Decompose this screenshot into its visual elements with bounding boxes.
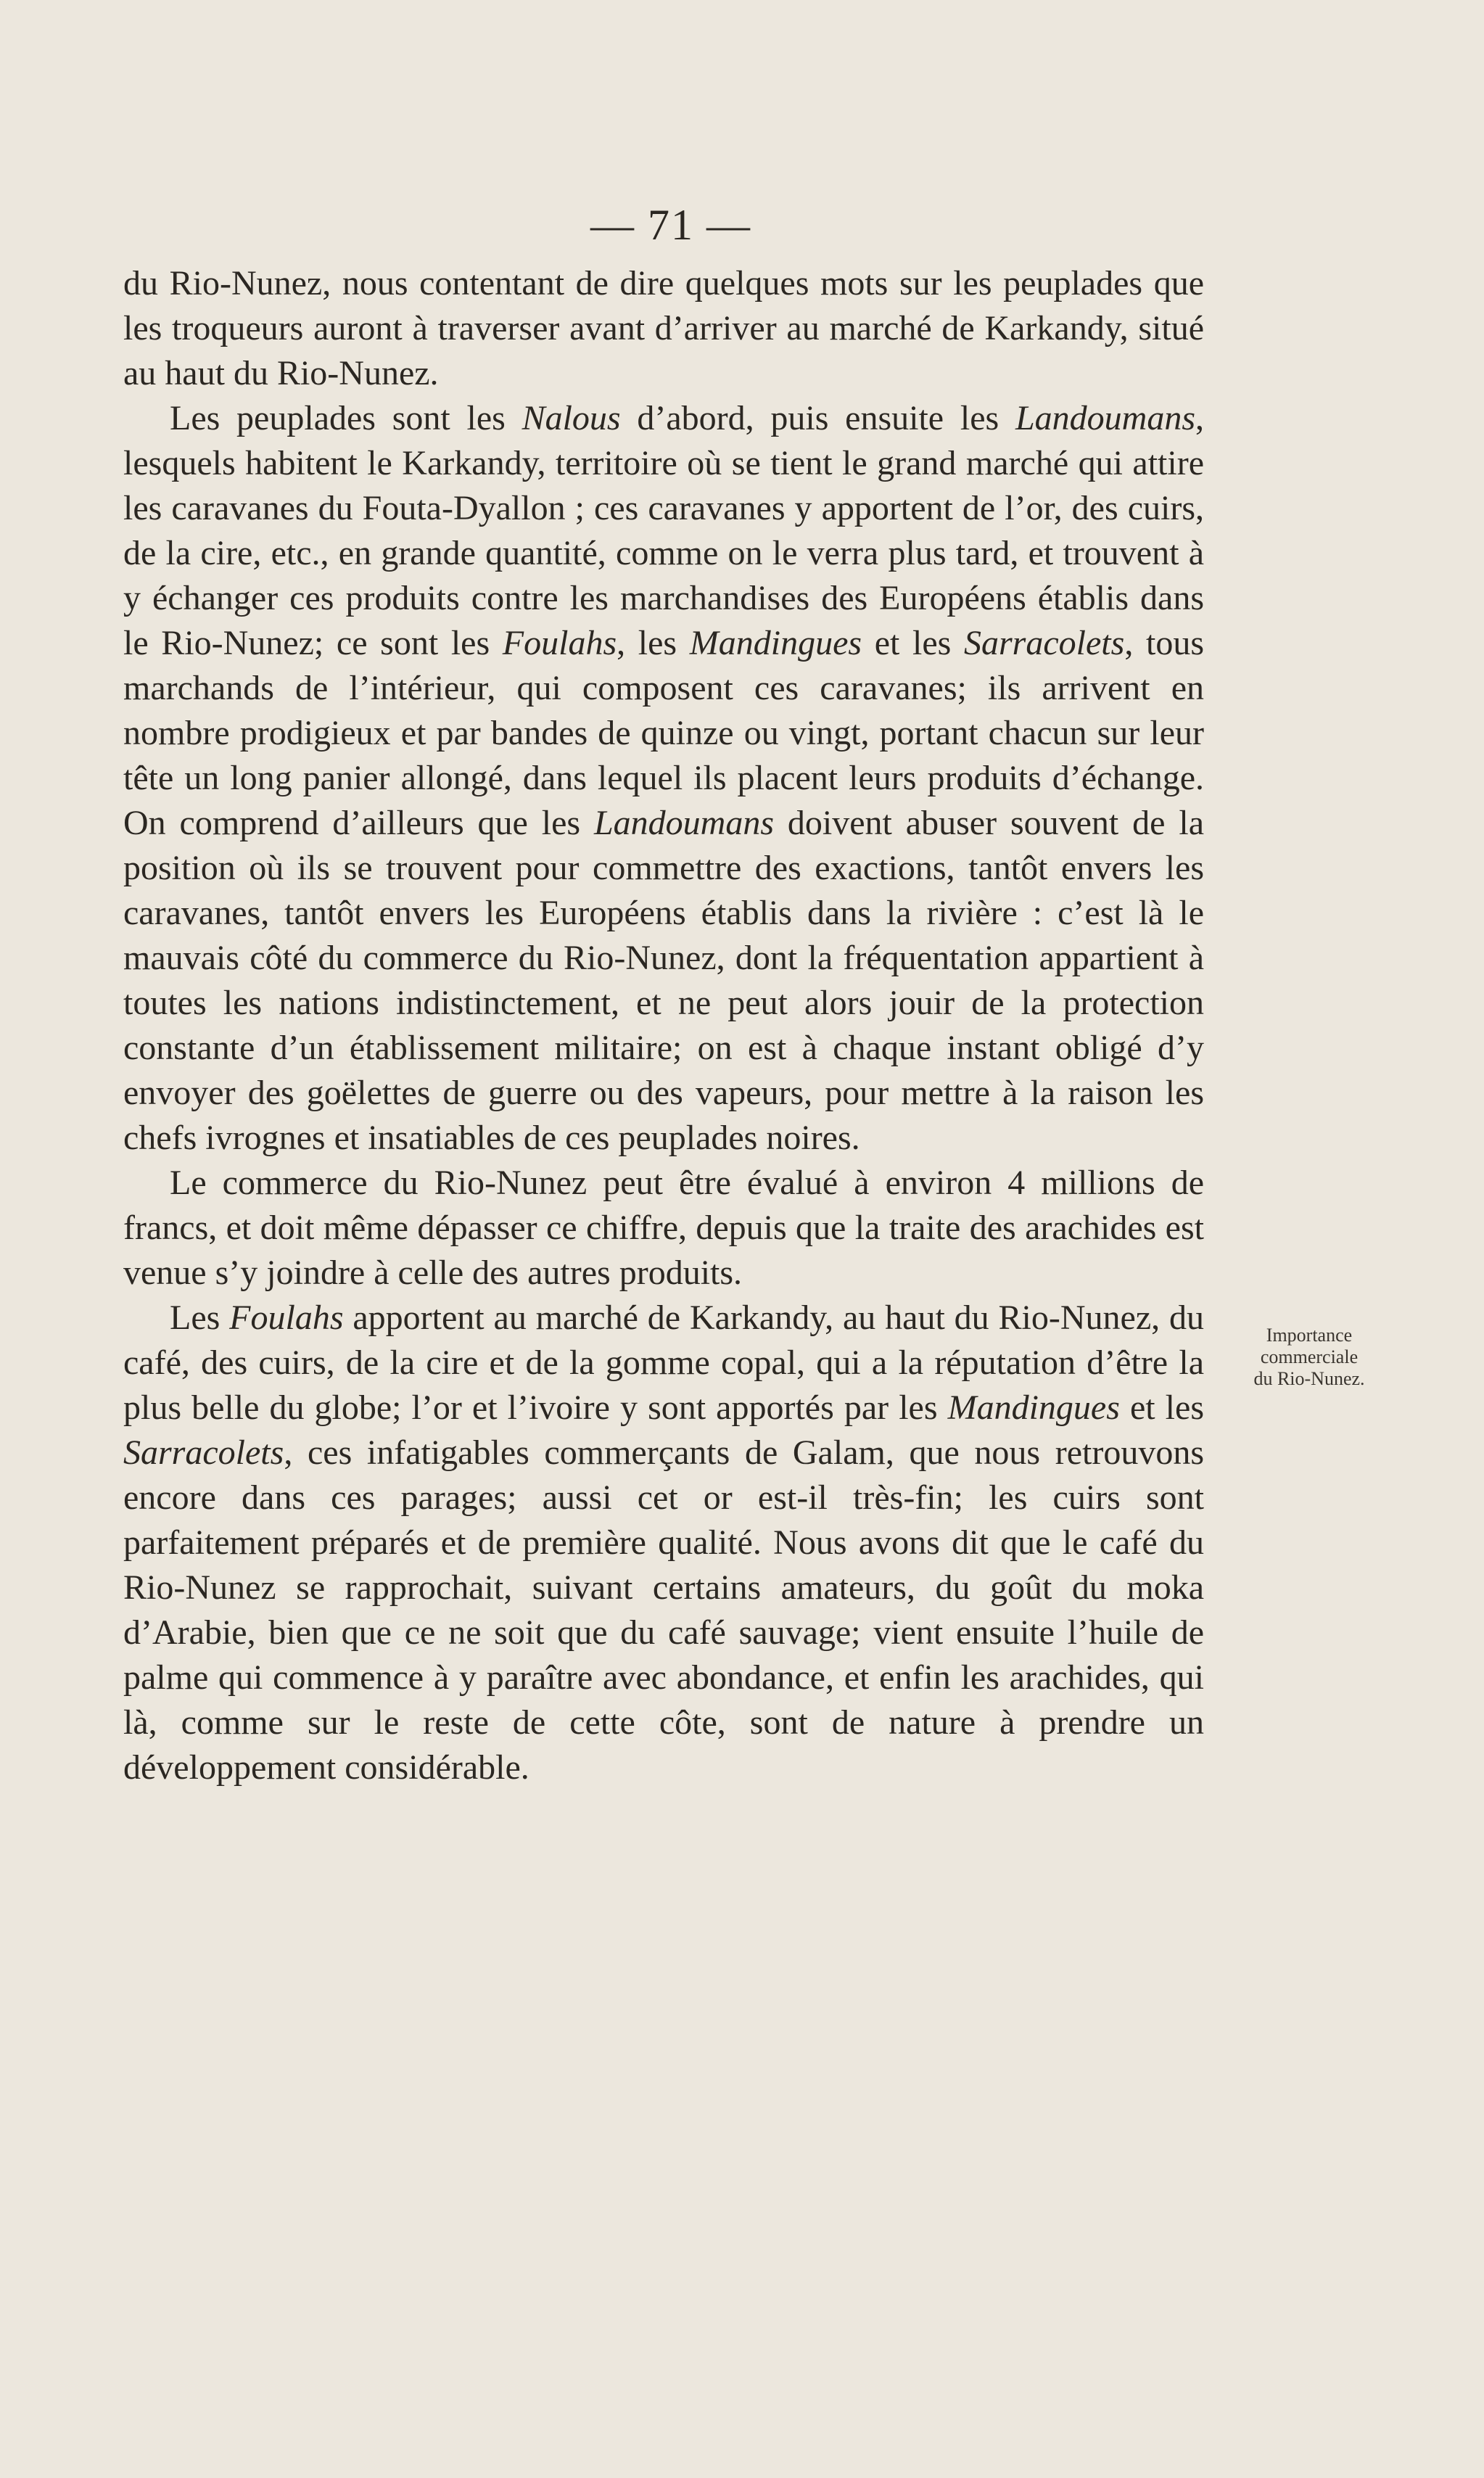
margin-note-line: commerciale <box>1260 1346 1359 1367</box>
margin-note <box>1226 1325 1393 1390</box>
italic-term: Sarracolets <box>964 624 1125 662</box>
italic-term: Landoumans <box>593 804 775 842</box>
italic-term: Landoumans <box>1015 399 1195 437</box>
margin-note-line: du Rio-Nunez. <box>1253 1368 1365 1389</box>
italic-term: Mandingues <box>947 1388 1120 1427</box>
italic-term: Mandingues <box>689 624 862 662</box>
text-run: apportent au marché de Karkandy, au haut du Rio-Nunez, du café, des cuirs, de la cire et de la gomme copal, qui a la réputation d’être la plus belle du globe; l’or et l’ivoire y sont apportés par les <box>123 1298 1204 1427</box>
text-run: et les <box>1119 1388 1204 1427</box>
italic-term: Foulahs <box>502 624 617 662</box>
page-number: — 71 — <box>590 201 751 249</box>
body-text <box>123 261 1204 1790</box>
text-run: du Rio-Nunez, nous contentant de dire quelques mots sur les peuplades que les troqueurs auront à traverser avant d’arriver au marché de Karkandy, situé au haut du Rio-Nunez. <box>123 264 1204 392</box>
text-run: , lesquels habitent le Karkandy, territoire où se tient le grand marché qui attire les caravanes du Fouta-Dyallon ; ces caravanes y apportent de l’or, des cuirs, de la cire, etc., en grande quantité, comme on le verra plus tard, et trouvent à y échanger ces produits contre les marchandises des Européens établis dans le Rio-Nunez; ce sont les <box>123 399 1204 662</box>
paragraph <box>123 261 1204 396</box>
text-run: , tous marchands de l’intérieur, qui composent ces caravanes; ils arrivent en nombre prodigieux et par bandes de quinze ou vingt, portant chacun sur leur tête un long panier allongé, dans lequel ils placent leurs produits d’échange. On comprend d’ailleurs que les <box>123 624 1204 842</box>
text-run: et les <box>862 624 964 662</box>
paragraph <box>123 1161 1204 1296</box>
paragraph <box>123 396 1204 1161</box>
text-run: d’abord, puis ensuite les <box>620 399 1015 437</box>
text-run: doivent abuser souvent de la position où ils se trouvent pour commettre des exactions, tantôt envers les caravanes, tantôt envers les Européens établis dans la rivière : c’est là le mauvais côté du commerce du Rio-Nunez, dont la fréquentation appartient à toutes les nations indistinctement, et ne peut alors jouir de la protection constante d’un établissement militaire; on est à chaque instant obligé d’y envoyer des goëlettes de guerre ou des vapeurs, pour mettre à la raison les chefs ivrognes et insatiables de ces peuplades noires. <box>123 804 1205 1157</box>
text-run: Les peuplades sont les <box>170 399 522 437</box>
italic-term: Nalous <box>522 399 621 437</box>
paragraph <box>123 1296 1204 1790</box>
text-run: , les <box>617 624 690 662</box>
text-run: Les <box>170 1298 230 1337</box>
text-run: , ces infatigables commerçants de Galam, que nous retrouvons encore dans ces parages; aussi cet or est-il très-fin; les cuirs sont parfaitement préparés et de première qualité. Nous avons dit que le café du Rio-Nunez se rapprochait, suivant certains amateurs, du goût du moka d’Arabie, bien que ce ne soit que du café sauvage; vient ensuite l’huile de palme qui commence à y paraître avec abondance, et enfin les arachides, qui là, comme sur le reste de cette côte, sont de nature à prendre un développement considérable. <box>123 1433 1204 1787</box>
margin-note-line: Importance <box>1266 1325 1353 1346</box>
italic-term: Foulahs <box>229 1298 344 1337</box>
text-run: Le commerce du Rio-Nunez peut être évalué à environ 4 millions de francs, et doit même dépasser ce chiffre, depuis que la traite des arachides est venue s’y joindre à celle des autres produits. <box>123 1164 1204 1292</box>
italic-term: Sarracolets <box>123 1433 284 1472</box>
